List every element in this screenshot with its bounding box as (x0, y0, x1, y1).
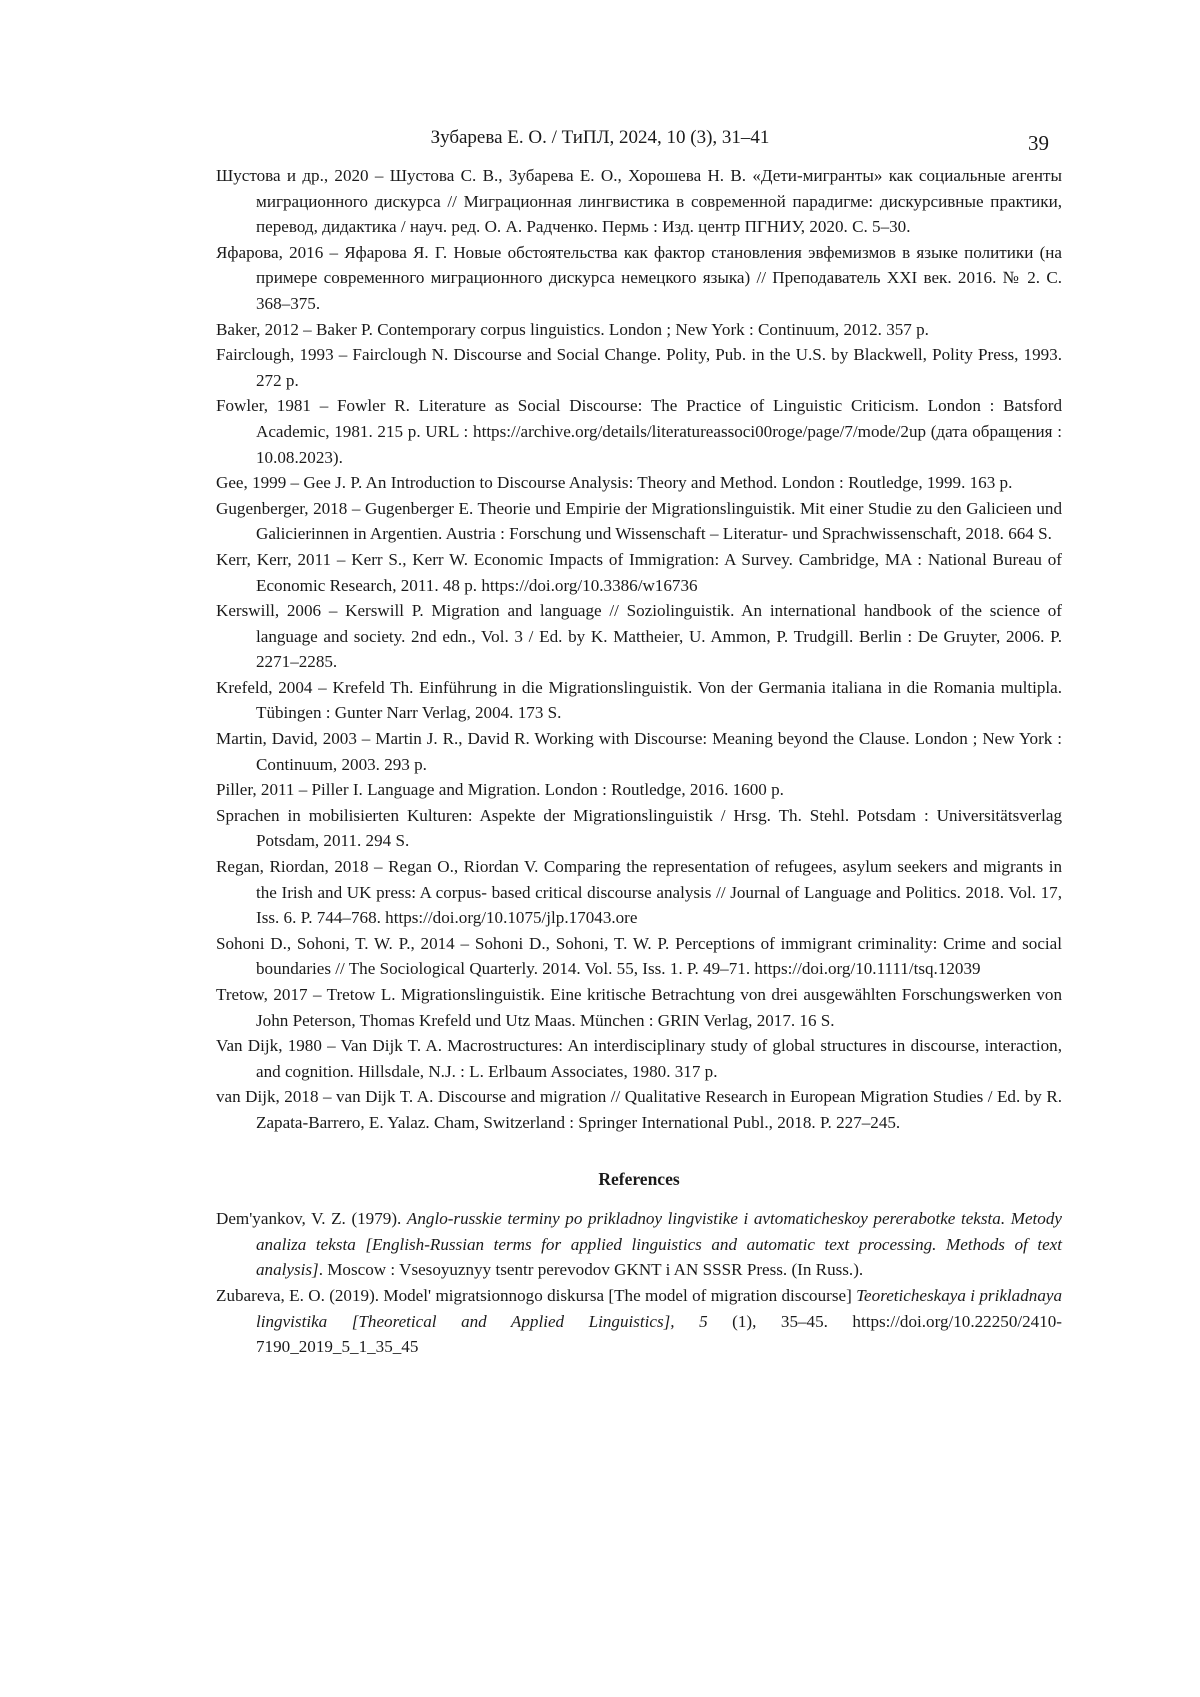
bibliography-entry: Fowler, 1981 – Fowler R. Literature as Social Discourse: The Practice of Linguistic Criticism. London : Batsford Academic, 1981. 215 p. URL : https://archive.org/details/literatureassoci00roge/page/7/mode/2up (дата обращения : 10.08.2023). (216, 393, 1062, 470)
bibliography-list (216, 163, 1062, 1136)
running-head: Зубарева Е. О. / ТиПЛ, 2024, 10 (3), 31–41 (0, 126, 1200, 150)
reference-entry (216, 1206, 1062, 1283)
bibliography-entry: Sohoni D., Sohoni, T. W. P., 2014 – Sohoni D., Sohoni, T. W. P. Perceptions of immigrant criminality: Crime and social boundaries // The Sociological Quarterly. 2014. Vol. 55, Iss. 1. P. 49–71. https://doi.org/10.1111/tsq.12039 (216, 931, 1062, 982)
bibliography-entry: Regan, Riordan, 2018 – Regan O., Riordan V. Comparing the representation of refugees, asylum seekers and migrants in the Irish and UK press: A corpus- based critical discourse analysis // Journal of Language and Politics. 2018. Vol. 17, Iss. 6. P. 744–768. https://doi.org/10.1075/jlp.17043.ore (216, 854, 1062, 931)
reference-lead: Dem'yankov, V. Z. (1979). (216, 1209, 407, 1228)
reference-title: Anglo-russkie terminy po prikladnoy lingvistike i avtomaticheskoy pererabotke teksta. Metody analiza teksta [English-Russian terms for applied linguistics and automatic text processing. Methods of text analysis] (256, 1209, 1062, 1279)
reference-title: Teoreticheskaya i prikladnaya lingvistika [Theoretical and Applied Linguistics], 5 (256, 1286, 1062, 1331)
reference-entry (216, 1283, 1062, 1360)
page-body (216, 163, 1062, 1360)
reference-tail: (1), 35–45. https://doi.org/10.22250/2410-7190_2019_5_1_35_45 (256, 1312, 1062, 1357)
reference-lead: Zubareva, E. O. (2019). Model' migratsionnogo diskursa [The model of migration discourse] (216, 1286, 856, 1305)
bibliography-entry: Fairclough, 1993 – Fairclough N. Discourse and Social Change. Polity, Pub. in the U.S. by Blackwell, Polity Press, 1993. 272 p. (216, 342, 1062, 393)
page-number: 39 (1028, 130, 1049, 156)
bibliography-entry: Kerr, Kerr, 2011 – Kerr S., Kerr W. Economic Impacts of Immigration: A Survey. Cambridge, MA : National Bureau of Economic Research, 2011. 48 p. https://doi.org/10.3386/w16736 (216, 547, 1062, 598)
references-heading: References (216, 1167, 1062, 1193)
bibliography-entry: Шустова и др., 2020 – Шустова С. В., Зубарева Е. О., Хорошева Н. В. «Дети-мигранты» как социальные агенты миграционного дискурса // Миграционная лингвистика в современной парадигме: дискурсивные практики, перевод, дидактика / науч. ред. О. А. Радченко. Пермь : Изд. центр ПГНИУ, 2020. С. 5–30. (216, 163, 1062, 240)
bibliography-entry: Sprachen in mobilisierten Kulturen: Aspekte der Migrationslinguistik / Hrsg. Th. Stehl. Potsdam : Universitätsverlag Potsdam, 2011. 294 S. (216, 803, 1062, 854)
bibliography-entry: Van Dijk, 1980 – Van Dijk T. A. Macrostructures: An interdisciplinary study of global structures in discourse, interaction, and cognition. Hillsdale, N.J. : L. Erlbaum Associates, 1980. 317 p. (216, 1033, 1062, 1084)
bibliography-entry: van Dijk, 2018 – van Dijk T. A. Discourse and migration // Qualitative Research in European Migration Studies / Ed. by R. Zapata-Barrero, E. Yalaz. Cham, Switzerland : Springer International Publ., 2018. P. 227–245. (216, 1084, 1062, 1135)
bibliography-entry: Krefeld, 2004 – Krefeld Th. Einführung in die Migrationslinguistik. Von der Germania italiana in die Romania multipla. Tübingen : Gunter Narr Verlag, 2004. 173 S. (216, 675, 1062, 726)
bibliography-entry: Gugenberger, 2018 – Gugenberger E. Theorie und Empirie der Migrationslinguistik. Mit einer Studie zu den Galicieen und Galicierinnen in Argentien. Austria : Forschung und Wissenschaft – Literatur- und Sprachwissenschaft, 2018. 664 S. (216, 496, 1062, 547)
bibliography-entry: Kerswill, 2006 – Kerswill P. Migration and language // Soziolinguistik. An international handbook of the science of language and society. 2nd edn., Vol. 3 / Ed. by K. Mattheier, U. Ammon, P. Trudgill. Berlin : De Gruyter, 2006. P. 2271–2285. (216, 598, 1062, 675)
bibliography-entry: Baker, 2012 – Baker P. Contemporary corpus linguistics. London ; New York : Continuum, 2012. 357 p. (216, 317, 1062, 343)
bibliography-entry: Gee, 1999 – Gee J. P. An Introduction to Discourse Analysis: Theory and Method. London : Routledge, 1999. 163 p. (216, 470, 1062, 496)
bibliography-entry: Martin, David, 2003 – Martin J. R., David R. Working with Discourse: Meaning beyond the Clause. London ; New York : Continuum, 2003. 293 p. (216, 726, 1062, 777)
bibliography-entry: Tretow, 2017 – Tretow L. Migrationslinguistik. Eine kritische Betrachtung von drei ausgewählten Forschungswerken von John Peterson, Thomas Krefeld und Utz Maas. München : GRIN Verlag, 2017. 16 S. (216, 982, 1062, 1033)
bibliography-entry: Яфарова, 2016 – Яфарова Я. Г. Новые обстоятельства как фактор становления эвфемизмов в языке политики (на примере современного миграционного дискурса немецкого языка) // Преподаватель XXI век. 2016. № 2. С. 368–375. (216, 240, 1062, 317)
reference-tail: . Moscow : Vsesoyuznyy tsentr perevodov GKNT i AN SSSR Press. (In Russ.). (319, 1260, 863, 1279)
references-list (216, 1206, 1062, 1360)
bibliography-entry: Piller, 2011 – Piller I. Language and Migration. London : Routledge, 2016. 1600 p. (216, 777, 1062, 803)
